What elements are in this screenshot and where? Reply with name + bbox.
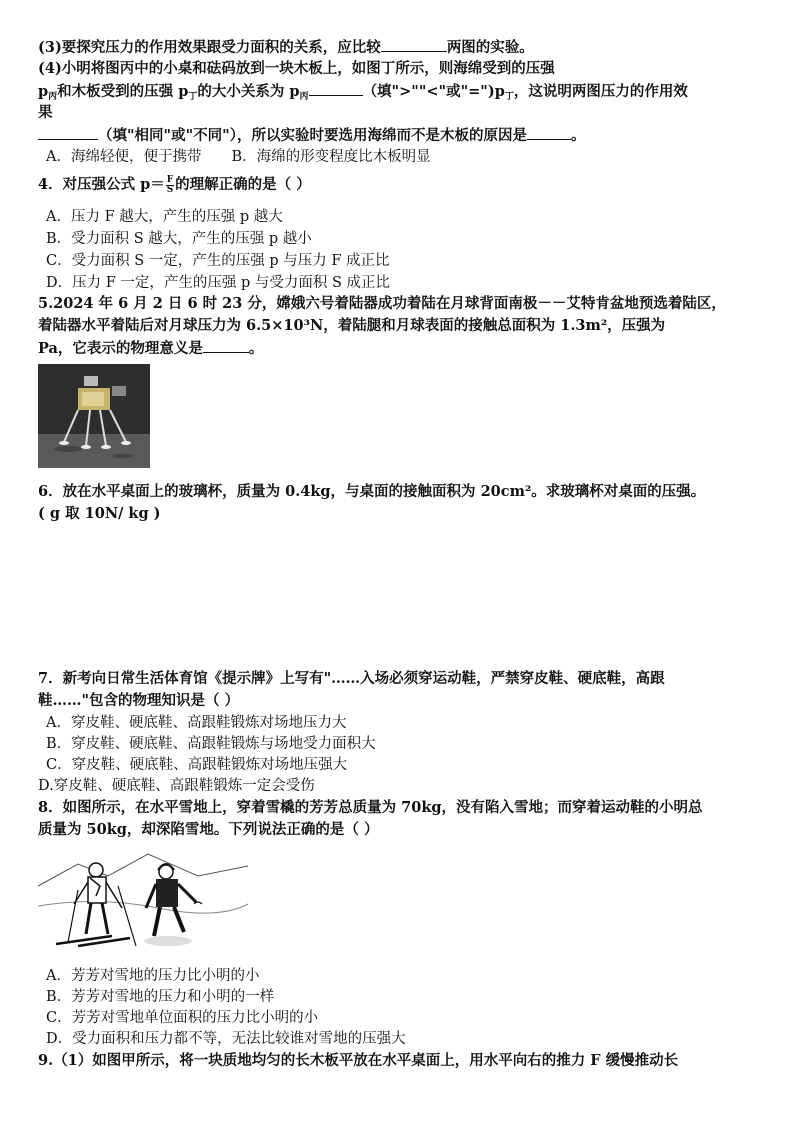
q3-part4-line2: $p_丙$和木板受到的压强 $p_丁$的大小关系为 $p_丙$ （填">""<"或"$=")p_丁$，这说明两图压力的作用效 bbox=[38, 80, 758, 108]
q9-line1: 9.（1）如图甲所示，将一块质地均匀的长木板平放在水平桌面上，用水平向右的推力 F 缓慢推动长 bbox=[38, 1052, 679, 1069]
q7-option-c[interactable]: C．穿皮鞋、硬底鞋、高跟鞋锻炼对场地压强大 bbox=[46, 757, 348, 773]
skiers-drawing bbox=[38, 846, 248, 956]
snow-skiers-illustration bbox=[38, 846, 248, 956]
q4-option-b[interactable]: B．受力面积 S 越大，产生的压强 p 越小 bbox=[46, 231, 312, 247]
answer-blank[interactable] bbox=[309, 80, 363, 96]
q5-line1: 5.2024 年 6 月 2 日 6 时 23 分，嫦娥六号着陆器成功着陆在月球背面南极－－艾特肯盆地预选着陆区， bbox=[38, 295, 726, 312]
q8-option-a[interactable]: A．芳芳对雪地的压力比小明的小 bbox=[46, 968, 260, 984]
q6-line1: 6．放在水平桌面上的玻璃杯，质量为 0.4kg，与桌面的接触面积为 20cm²。求玻璃杯对桌面的压强。 bbox=[38, 483, 706, 500]
answer-blank[interactable] bbox=[38, 124, 98, 140]
q8-line1: 8．如图所示，在水平雪地上，穿着雪橇的芳芳总质量为 70kg，没有陷入雪地；而穿着运动鞋的小明总 bbox=[38, 799, 703, 816]
option-b[interactable]: B．海绵的形变程度比木板明显 bbox=[231, 149, 431, 165]
answer-blank[interactable] bbox=[527, 124, 571, 140]
q4-option-d[interactable]: D．压力 F 一定，产生的压强 p 与受力面积 S 成正比 bbox=[46, 275, 391, 291]
q7-option-b[interactable]: B．穿皮鞋、硬底鞋、高跟鞋锻炼与场地受力面积大 bbox=[46, 736, 376, 752]
q8-line2: 质量为 50kg，却深陷雪地。下列说法正确的是（ ） bbox=[38, 821, 379, 838]
q8-option-b[interactable]: B．芳芳对雪地的压力和小明的一样 bbox=[46, 989, 275, 1005]
q4-option-c[interactable]: C．受力面积 S 一定，产生的压强 p 与压力 F 成正比 bbox=[46, 253, 390, 269]
q3-part3: (3)要探究压力的作用效果跟受力面积的关系，应比较 两图的实验。 bbox=[38, 36, 758, 59]
lander-illustration bbox=[38, 364, 150, 468]
q3-options bbox=[46, 146, 766, 168]
q5-line3: Pa，它表示的物理意义是 。 bbox=[38, 337, 758, 360]
q4-option-a[interactable]: A．压力 F 越大，产生的压强 p 越大 bbox=[46, 209, 283, 225]
q3-part4-line1: (4)小明将图丙中的小桌和砝码放到一块木板上，如图丁所示，则海绵受到的压强 bbox=[38, 60, 555, 77]
q7-line1: 7．新考向日常生活体育馆《提示牌》上写有"……入场必须穿运动鞋，严禁穿皮鞋、硬底鞋，高跟 bbox=[38, 670, 665, 687]
lunar-lander-photo bbox=[38, 364, 150, 468]
answer-blank[interactable] bbox=[381, 36, 447, 52]
option-a[interactable]: A．海绵轻便，便于携带 bbox=[46, 149, 202, 165]
q6-line2: ( g 取 10N/ kg ) bbox=[38, 505, 161, 522]
q7-option-a[interactable]: A．穿皮鞋、硬底鞋、高跟鞋锻炼对场地压力大 bbox=[46, 715, 347, 731]
q3-part4-line4: （填"相同"或"不同"），所以实验时要选用海绵而不是木板的原因是 。 bbox=[38, 124, 758, 147]
q7-line2: 鞋……"包含的物理知识是（ ） bbox=[38, 692, 240, 709]
q5-line2: 着陆器水平着陆后对月球压力为 6.5×10³N，着陆腿和月球表面的接触总面积为 1.3m²，压强为 bbox=[38, 317, 666, 334]
q3-part4-line3: 果 bbox=[38, 104, 53, 121]
formula-fraction: $\frac{F}{S}$ bbox=[166, 174, 174, 195]
q4-stem: 4．对压强公式 p＝ $\frac{F}{S}$ 的理解正确的是（ ） bbox=[38, 174, 311, 195]
answer-blank[interactable] bbox=[203, 337, 249, 353]
q7-option-d[interactable]: D.穿皮鞋、硬底鞋、高跟鞋锻炼一定会受伤 bbox=[38, 778, 315, 794]
q8-option-c[interactable]: C．芳芳对雪地单位面积的压力比小明的小 bbox=[46, 1010, 319, 1026]
q8-option-d[interactable]: D．受力面积和压力都不等，无法比较谁对雪地的压强大 bbox=[46, 1031, 406, 1047]
answer-space[interactable] bbox=[38, 530, 758, 660]
